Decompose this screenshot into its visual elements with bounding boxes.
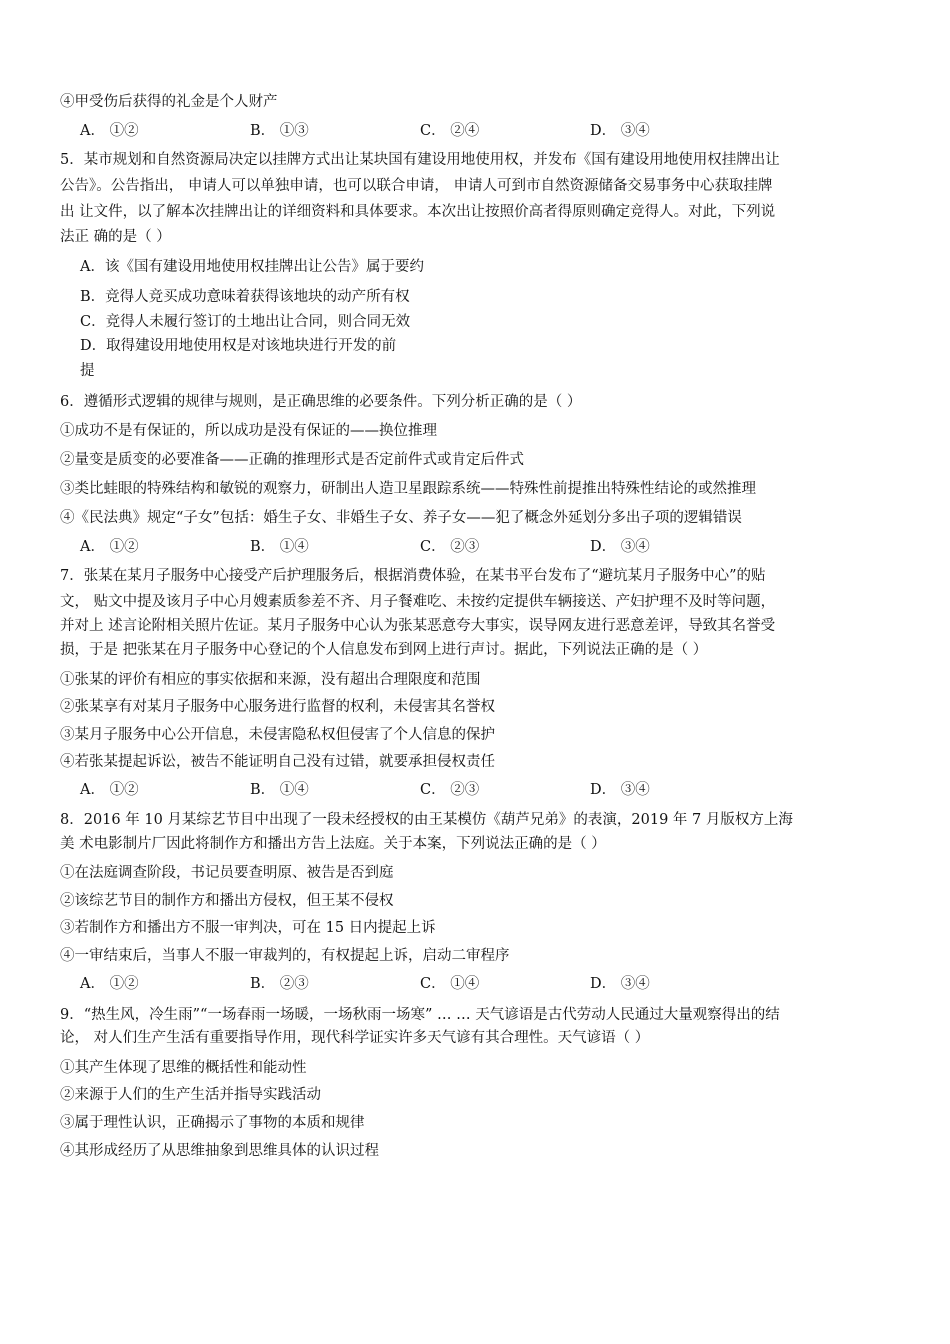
answer-choice-c: C． ②③ (420, 539, 480, 555)
answer-options (80, 780, 650, 800)
answer-choice-d: D． ③④ (590, 976, 650, 992)
option-item: ③某月子服务中心公开信息，未侵害隐私权但侵害了个人信息的保护 (60, 727, 495, 743)
answer-choice-d: D． ③④ (590, 123, 650, 139)
question-stem: 公告》。公告指出， 申请人可以单独申请，也可以联合申请， 申请人可到市自然资源储备交易事务中心获取挂牌 (60, 178, 773, 194)
option-item: ①张某的评价有相应的事实依据和来源，没有超出合理限度和范围 (60, 672, 481, 688)
answer-choice-b: B． ①③ (250, 123, 309, 139)
question-stem: 7．张某在某月子服务中心接受产后护理服务后，根据消费体验，在某书平台发布了“避坑某月子服务中心”的贴 (60, 568, 766, 584)
choice-line: A．该《国有建设用地使用权挂牌出让公告》属于要约 (80, 259, 424, 275)
question-stem: 出 让文件，以了解本次挂牌出让的详细资料和具体要求。本次出让按照价高者得原则确定竞得人。对此，下列说 (60, 204, 776, 220)
option-item: ④其形成经历了从思维抽象到思维具体的认识过程 (60, 1143, 379, 1159)
choice-line: B．竞得人竞买成功意味着获得该地块的动产所有权 (80, 289, 410, 305)
option-item: ①成功不是有保证的，所以成功是没有保证的——换位推理 (60, 423, 437, 439)
choice-line: C．竞得人未履行签订的土地出让合同，则合同无效 (80, 314, 411, 330)
option-item: ①在法庭调查阶段，书记员要查明原、被告是否到庭 (60, 865, 394, 881)
option-item: ②量变是质变的必要准备——正确的推理形式是否定前件式或肯定后件式 (60, 452, 524, 468)
answer-choice-c: C． ①④ (420, 976, 480, 992)
answer-choice-b: B． ①④ (250, 539, 309, 555)
option-item: ②来源于人们的生产生活并指导实践活动 (60, 1087, 321, 1103)
question-stem: 美 术电影制片厂因此将制作方和播出方告上法庭。关于本案，下列说法正确的是（ ） (60, 836, 606, 852)
question-stem: 9．“热生风，冷生雨”“一场春雨一场暖，一场秋雨一场寒” … … 天气谚语是古代劳动人民通过大量观察得出的结 (60, 1007, 780, 1023)
option-item: ③属于理性认识，正确揭示了事物的本质和规律 (60, 1115, 365, 1131)
option-item: ①其产生体现了思维的概括性和能动性 (60, 1060, 307, 1076)
answer-choice-c: C． ②④ (420, 123, 480, 139)
option-item: ④《民法典》规定“子女”包括：婚生子女、非婚生子女、养子女——犯了概念外延划分多出子项的逻辑错误 (60, 510, 742, 526)
question-stem: 论， 对人们生产生活有重要指导作用，现代科学证实许多天气谚有其合理性。天气谚语（ ） (60, 1030, 650, 1046)
option-item: ②张某享有对某月子服务中心服务进行监督的权利，未侵害其名誉权 (60, 699, 495, 715)
answer-choice-a: A． ①② (80, 782, 139, 798)
option-item: ④若张某提起诉讼，被告不能证明自己没有过错，就要承担侵权责任 (60, 754, 495, 770)
question-stem: 法正 确的是（ ） (60, 229, 171, 245)
option-item: ③若制作方和播出方不服一审判决，可在 15 日内提起上诉 (60, 920, 436, 936)
question-stem: 文， 贴文中提及该月子中心月嫂素质参差不齐、月子餐难吃、未按约定提供车辆接送、产妇护理不及时等问题， (60, 594, 776, 610)
answer-choice-d: D． ③④ (590, 539, 650, 555)
answer-choice-a: A． ①② (80, 976, 139, 992)
question-stem: 损，于是 把张某在月子服务中心登记的个人信息发布到网上进行声讨。据此，下列说法正确的是（ ） (60, 642, 708, 658)
choice-line: 提 (80, 363, 95, 379)
answer-choice-a: A． ①② (80, 123, 139, 139)
question-stem: 8．2016 年 10 月某综艺节目中出现了一段未经授权的由王某模仿《葫芦兄弟》的表演，2019 年 7 月版权方上海 (60, 812, 793, 828)
option-item: ③类比蛙眼的特殊结构和敏锐的观察力，研制出人造卫星跟踪系统——特殊性前提推出特殊性结论的或然推理 (60, 481, 756, 497)
question-stem: 6．遵循形式逻辑的规律与规则，是正确思维的必要条件。下列分析正确的是（ ） (60, 394, 582, 410)
choice-line: D．取得建设用地使用权是对该地块进行开发的前 (80, 338, 397, 354)
option-item: ②该综艺节目的制作方和播出方侵权，但王某不侵权 (60, 893, 394, 909)
answer-choice-c: C． ②③ (420, 782, 480, 798)
answer-choice-b: B． ②③ (250, 976, 309, 992)
answer-choice-d: D． ③④ (590, 782, 650, 798)
answer-options (80, 537, 650, 557)
answer-choice-a: A． ①② (80, 539, 139, 555)
option-item: ④甲受伤后获得的礼金是个人财产 (60, 94, 278, 110)
answer-options (80, 121, 650, 141)
option-item: ④一审结束后，当事人不服一审裁判的，有权提起上诉，启动二审程序 (60, 948, 510, 964)
answer-options (80, 974, 650, 994)
question-stem: 并对上 述言论附相关照片佐证。某月子服务中心认为张某恶意夸大事实，误导网友进行恶意差评，导致其名誉受 (60, 618, 776, 634)
answer-choice-b: B． ①④ (250, 782, 309, 798)
question-stem: 5．某市规划和自然资源局决定以挂牌方式出让某块国有建设用地使用权，并发布《国有建设用地使用权挂牌出让 (60, 152, 780, 168)
